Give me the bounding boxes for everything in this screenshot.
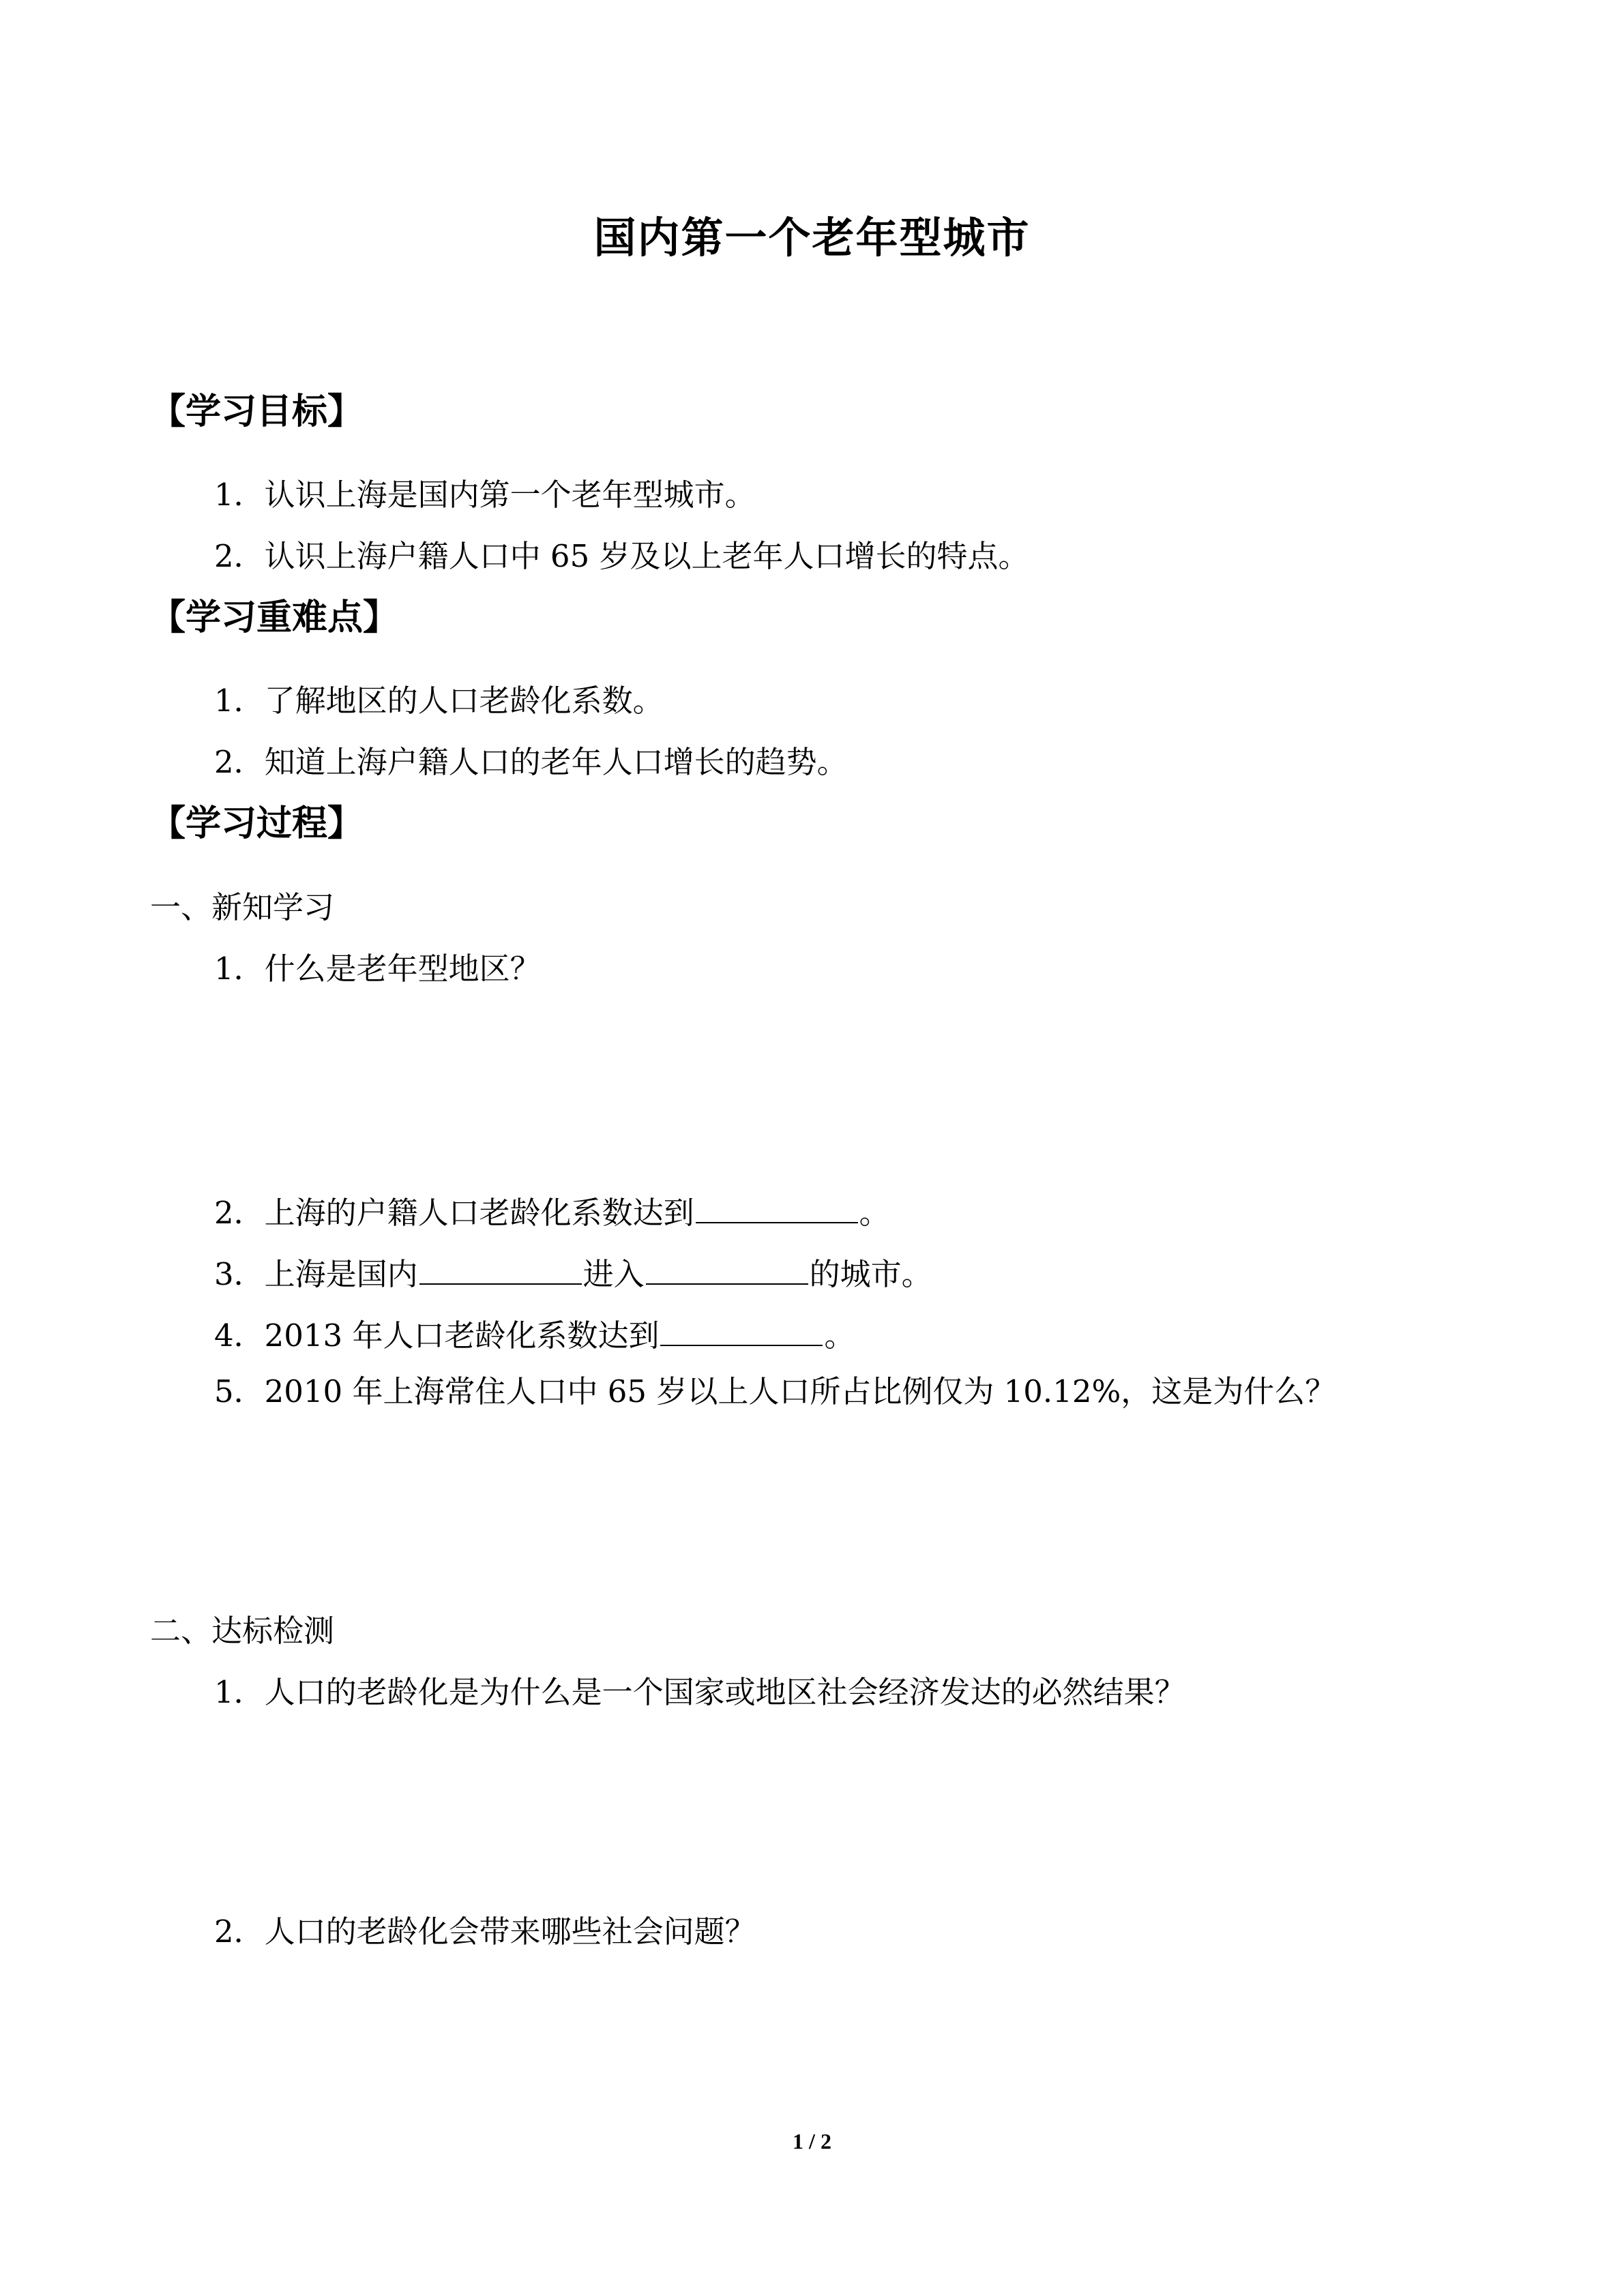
section-heading-objectives: 【学习目标】 [150, 391, 364, 432]
section-heading-key-points: 【学习重难点】 [150, 597, 399, 638]
page-title: 国内第一个老年型城市 [593, 213, 1031, 263]
question-1-5: 5．2010 年上海常住人口中 65 岁以上人口所占比例仅为 10.12%，这是为什么？ [214, 1373, 1336, 1410]
answer-blank[interactable] [646, 1253, 808, 1285]
question-1-4-text: 4．2013 年人口老龄化系数达到 [214, 1317, 660, 1354]
answer-blank[interactable] [696, 1192, 858, 1223]
question-1-2 [214, 1192, 890, 1231]
objective-item-2: 2．认识上海户籍人口中 65 岁及以上老年人口增长的特点。 [214, 538, 1029, 574]
question-1-3-text-a: 3．上海是国内 [214, 1256, 418, 1292]
key-point-item-1: 1．了解地区的人口老龄化系数。 [214, 683, 664, 719]
part-label-new-knowledge: 一、新知学习 [150, 889, 335, 925]
page-number: 1 / 2 [793, 2129, 831, 2153]
question-1-2-end: 。 [859, 1195, 890, 1231]
question-1-4 [214, 1315, 855, 1354]
section-heading-process: 【学习过程】 [150, 803, 364, 844]
question-2-2: 2．人口的老龄化会带来哪些社会问题？ [214, 1913, 756, 1950]
question-2-1: 1．人口的老龄化是为什么是一个国家或地区社会经济发达的必然结果？ [214, 1674, 1185, 1710]
answer-blank[interactable] [660, 1315, 823, 1346]
part-label-assessment: 二、达标检测 [150, 1613, 335, 1649]
question-1-2-text: 2．上海的户籍人口老龄化系数达到 [214, 1195, 694, 1231]
question-1-3-text-c: 的城市。 [809, 1256, 932, 1292]
question-1-3-text-b: 进入 [582, 1256, 645, 1292]
question-1-3 [214, 1253, 932, 1292]
key-point-item-2: 2．知道上海户籍人口的老年人口增长的趋势。 [214, 744, 848, 780]
question-1-4-end: 。 [824, 1317, 855, 1354]
objective-item-1: 1．认识上海是国内第一个老年型城市。 [214, 477, 756, 513]
answer-blank[interactable] [419, 1253, 582, 1285]
question-1-1: 1．什么是老年型地区？ [214, 951, 541, 987]
